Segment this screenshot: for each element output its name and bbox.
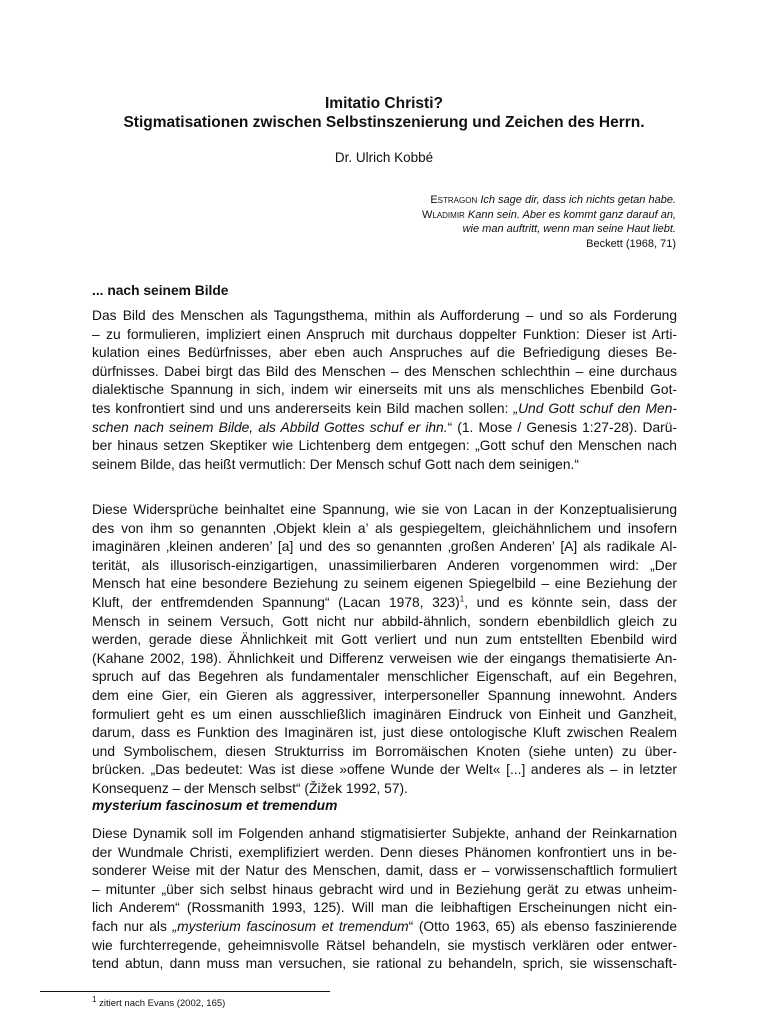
paragraph-3 [92,825,677,974]
text-line: dem eine Gier, ein Gieren als aggressiver, interpersoneller Spannung innewohnt. Anders [92,687,677,703]
text-line: – mitunter „über sich selbst hinaus gebracht wird und in Beziehung gerät zu etwas unheim- [92,881,677,897]
text-line: kulation eines Bedürfnisses, aber eben auch Anspruches auf die Befriedigung dieses Be- [92,345,677,361]
footnote-divider [40,991,330,992]
text-line: dürfnisses. Dabei birgt das Bild des Menschen – des Menschen schlechthin – eine durchaus [92,363,677,379]
paragraph-2 [92,501,677,799]
author-name: Dr. Ulrich Kobbé [334,150,434,165]
text-run: , und es könnte sein, dass der [464,594,677,610]
page-title [40,94,728,132]
latin-quote: „mysterium fascinosum et tremendum [172,918,409,934]
text-line: sonderer Weise mit der Natur des Menschen, damit, dass er – vorwissenschaftlich formuliert [92,863,677,879]
footnote-text: zitiert nach Evans (2002, 165) [96,998,226,1009]
text-line: wie furchterregende, geheimnisvolle Rätsel behandeln, sie mystisch verklären oder entwer- [92,937,677,953]
text-run: “ (Otto 1963, 65) als ebenso faszinierende [408,918,677,934]
text-line: Diese Dynamik soll im Folgenden anhand stigmatisierter Subjekte, anhand der Reinkarnation [92,826,677,841]
text-run: fach nur als [92,918,173,934]
text-line: (Kahane 2002, 198). Ähnlichkeit und Differenz verweisen wie der eingangs thematisierte An- [92,650,677,666]
epigraph-speaker-estragon: Estragon [430,194,478,206]
epigraph-line-1 [316,193,676,208]
footnote-marker: 1 [92,994,97,1004]
text-line: des von ihm so genannten ‚Objekt klein a’ als gespiegeltem, gleichähnlichem und insofern [92,520,677,536]
text-line: imaginären ‚kleinen anderen’ [a] und des so genannten ‚großen Anderen’ [A] als radikale Al- [92,539,677,555]
epigraph-speaker-wladimir: Wladimir [421,208,465,221]
bible-quote: schen nach seinem Bilde, als Abbild Gottes schuf er ihn. [92,419,448,435]
text-line: ber hinaus setzen Skeptiker wie Lichtenberg dem entgegen: „Gott schuf den Menschen nach [92,438,677,454]
text-line [92,594,677,613]
text-line: seinem Bilde, das heißt vermutlich: Der Mensch schuf Gott nach dem seinigen.“ [92,456,579,472]
epigraph-line-2 [316,208,676,223]
text-line: tend abtun, dann muss man versuchen, sie rational zu behandeln, sprich, sie wissenschaft- [92,956,677,972]
text-line: dialektische Spannung in sich, indem wir einerseits mit uns als menschliches Ebenbild Got- [92,382,677,398]
text-line [92,918,677,937]
epigraph-line-3: wie man auftritt, wenn man seine Haut liebt. [462,223,676,235]
text-line: und Symbolischem, diesen Strukturriss im Borromäischen Knoten (siehe unten) zu über- [92,743,677,759]
text-run: Kluft, der entfremdenden Spannung“ (Lacan 1978, 323) [92,594,460,610]
text-line [92,400,677,419]
footnote-reference[interactable]: 1 [459,594,465,604]
text-line: Diese Widersprüche beinhaltet eine Spannung, wie sie von Lacan in der Konzeptualisierung [92,502,677,517]
epigraph-text: Kann sein. Aber es kommt ganz darauf an, [467,208,676,221]
epigraph [316,193,676,251]
section-heading: mysterium fascinosum et tremendum [92,798,338,813]
text-line: spruch auf das Begehren als fundamentaler menschlicher Eigenschaft, auf ein Begehren, [92,669,677,685]
text-line: Das Bild des Menschen als Tagungsthema, mithin als Aufforderung – und so als Forderung [92,308,677,323]
epigraph-source: Beckett (1968, 71) [586,237,676,250]
title-line-1: Imitatio Christi? [325,95,443,112]
paragraph-1 [92,307,677,474]
text-line: formuliert geht es um einen ausschließlich imaginären Eindruck von Einheit und Ganzheit, [92,706,677,722]
text-line: Konsequenz – der Mensch selbst“ (Žižek 1992, 57). [92,780,408,796]
epigraph-text: Ich sage dir, dass ich nichts getan habe. [480,194,676,206]
section-heading: ... nach seinem Bilde [92,283,229,298]
text-line: Mensch hat eine besondere Beziehung zu seinem eigenen Spiegelbild – eine Beziehung der [92,576,677,592]
text-line [92,419,677,438]
text-line: terität, als illusorisch-einzigartigen, unassimilierbaren Anderen vorgenommen wird: „Der [92,557,677,573]
text-line: darum, dass es Funktion des Imaginären ist, just diese ontologische Kluft zwischen Realem [92,725,677,741]
text-line: brücken. „Das bedeutet: Was ist diese »offene Wunde der Welt« [...] anderes als – in letzter [92,762,677,778]
bible-quote: „Und Gott schuf den Men- [513,400,677,416]
text-line: – zu formulieren, impliziert einen Anspruch mit durchaus doppelter Funktion: Dieser ist Arti- [92,326,677,342]
text-line: der Wundmale Christi, exemplifiziert werden. Denn dieses Phänomen konfrontiert uns in be- [92,844,677,860]
text-run: tes konfrontiert sind und uns andererseits kein Bild machen sollen: [92,400,514,416]
title-line-2: Stigmatisationen zwischen Selbstinszenierung und Zeichen des Herrn. [123,114,645,131]
text-run: “ (1. Mose / Genesis 1:27-28). Darü- [447,419,677,435]
text-line: lich Anderem“ (Rossmanith 1993, 125). Will man die leibhaftigen Erscheinungen nicht ein- [92,900,677,916]
footnote [92,994,226,1009]
text-line: werden, gerade diese Ähnlichkeit mit Gott verliert und nun zum entstellten Ebenbild wird [92,632,677,648]
text-line: Mensch in seinem Versuch, Gott nicht nur abbild-ähnlich, sondern ebenbildlich gleich zu [92,613,677,629]
